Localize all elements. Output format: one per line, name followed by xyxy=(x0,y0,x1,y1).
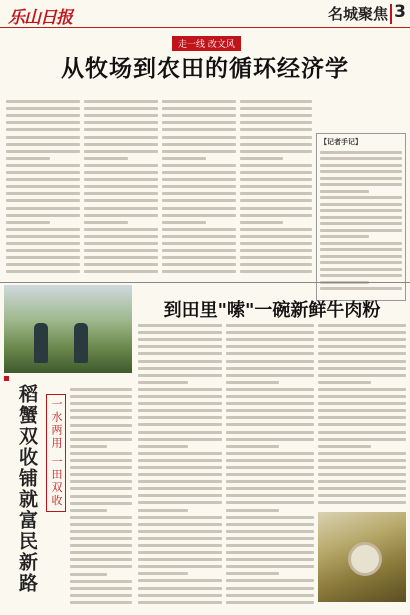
text-line-placeholder xyxy=(240,263,312,266)
text-line-placeholder xyxy=(226,374,314,377)
top-story-kicker: 走一线 改文风 xyxy=(172,36,241,51)
text-line-placeholder xyxy=(226,579,314,582)
text-line-placeholder xyxy=(240,270,312,273)
text-line-placeholder xyxy=(138,438,222,441)
text-line-placeholder xyxy=(226,480,314,483)
text-line-placeholder xyxy=(162,136,236,139)
text-line-placeholder xyxy=(318,445,371,448)
text-line-placeholder xyxy=(240,143,312,146)
text-line-placeholder xyxy=(320,255,402,258)
text-line-placeholder xyxy=(320,268,402,271)
text-line-placeholder xyxy=(70,473,132,476)
text-line-placeholder xyxy=(84,171,158,174)
text-line-placeholder xyxy=(70,509,107,512)
text-line-placeholder xyxy=(162,221,206,224)
text-line-placeholder xyxy=(138,530,222,533)
text-line-placeholder xyxy=(320,164,402,167)
text-line-placeholder xyxy=(138,572,188,575)
text-line-placeholder xyxy=(240,157,283,160)
text-line-placeholder xyxy=(84,228,158,231)
text-line-placeholder xyxy=(320,190,369,193)
text-line-placeholder xyxy=(320,183,402,186)
text-line-placeholder xyxy=(70,587,132,590)
text-line-placeholder xyxy=(84,150,158,153)
text-line-placeholder xyxy=(70,594,132,597)
text-line-placeholder xyxy=(162,256,236,259)
text-line-placeholder xyxy=(226,324,314,327)
text-line-placeholder xyxy=(6,114,80,117)
text-line-placeholder xyxy=(6,256,80,259)
text-line-placeholder xyxy=(318,374,406,377)
text-line-placeholder xyxy=(240,221,283,224)
text-line-placeholder xyxy=(162,242,236,245)
newspaper-logo: 乐山日报 xyxy=(8,8,72,28)
text-line-placeholder xyxy=(6,228,80,231)
text-line-placeholder xyxy=(162,164,236,167)
text-line-placeholder xyxy=(240,199,312,202)
text-line-placeholder xyxy=(226,587,314,590)
top-story-headline: 从牧场到农田的循环经济学 xyxy=(61,56,349,82)
noodle-bowl-figure xyxy=(348,542,382,576)
text-line-placeholder xyxy=(162,143,236,146)
left-story-column-1 xyxy=(70,384,132,608)
text-line-placeholder xyxy=(70,424,132,427)
text-line-placeholder xyxy=(138,537,222,540)
text-line-placeholder xyxy=(70,487,132,490)
text-line-placeholder xyxy=(138,374,222,377)
text-line-placeholder xyxy=(6,221,50,224)
text-line-placeholder xyxy=(162,100,236,103)
text-line-placeholder xyxy=(84,235,158,238)
text-line-placeholder xyxy=(84,185,158,188)
text-line-placeholder xyxy=(226,572,279,575)
text-line-placeholder xyxy=(226,601,314,604)
text-line-placeholder xyxy=(240,249,312,252)
text-line-placeholder xyxy=(162,178,236,181)
text-line-placeholder xyxy=(318,345,406,348)
text-line-placeholder xyxy=(318,416,406,419)
text-line-placeholder xyxy=(6,263,80,266)
text-line-placeholder xyxy=(84,207,158,210)
beef-noodle-photo xyxy=(318,512,406,602)
text-line-placeholder xyxy=(226,381,279,384)
text-line-placeholder xyxy=(226,395,314,398)
text-line-placeholder xyxy=(70,480,132,483)
text-line-placeholder xyxy=(162,150,236,153)
text-line-placeholder xyxy=(70,438,132,441)
text-line-placeholder xyxy=(6,171,80,174)
text-line-placeholder xyxy=(6,178,80,181)
text-line-placeholder xyxy=(6,150,80,153)
text-line-placeholder xyxy=(70,459,132,462)
text-line-placeholder xyxy=(320,229,402,232)
text-line-placeholder xyxy=(162,214,236,217)
text-line-placeholder xyxy=(320,196,402,199)
text-line-placeholder xyxy=(84,157,128,160)
text-line-placeholder xyxy=(70,537,132,540)
bottom-story-column-2 xyxy=(226,320,314,608)
text-line-placeholder xyxy=(318,338,406,341)
text-line-placeholder xyxy=(138,480,222,483)
text-line-placeholder xyxy=(84,214,158,217)
text-line-placeholder xyxy=(318,352,406,355)
text-line-placeholder xyxy=(138,360,222,363)
text-line-placeholder xyxy=(70,409,132,412)
text-line-placeholder xyxy=(240,128,312,131)
text-line-placeholder xyxy=(226,594,314,597)
text-line-placeholder xyxy=(70,416,132,419)
text-line-placeholder xyxy=(84,164,158,167)
text-line-placeholder xyxy=(240,214,312,217)
text-line-placeholder xyxy=(70,544,132,547)
text-line-placeholder xyxy=(138,487,222,490)
text-line-placeholder xyxy=(70,601,132,604)
text-line-placeholder xyxy=(162,185,236,188)
text-line-placeholder xyxy=(6,143,80,146)
text-line-placeholder xyxy=(6,128,80,131)
text-line-placeholder xyxy=(70,445,107,448)
farmer-figure xyxy=(74,323,88,363)
text-line-placeholder xyxy=(6,207,80,210)
text-line-placeholder xyxy=(138,509,188,512)
text-line-placeholder xyxy=(70,565,132,568)
text-line-placeholder xyxy=(138,459,222,462)
farmer-figure xyxy=(34,323,48,363)
text-line-placeholder xyxy=(318,360,406,363)
text-line-placeholder xyxy=(226,409,314,412)
text-line-placeholder xyxy=(138,423,222,426)
text-line-placeholder xyxy=(138,409,222,412)
text-line-placeholder xyxy=(70,502,132,505)
text-line-placeholder xyxy=(138,381,188,384)
text-line-placeholder xyxy=(226,459,314,462)
text-line-placeholder xyxy=(138,402,222,405)
text-line-placeholder xyxy=(162,270,236,273)
left-story-subhead: 一水两用 一田双收 xyxy=(46,394,66,512)
text-line-placeholder xyxy=(226,338,314,341)
text-line-placeholder xyxy=(226,331,314,334)
text-line-placeholder xyxy=(70,495,132,498)
text-line-placeholder xyxy=(162,128,236,131)
text-line-placeholder xyxy=(6,107,80,110)
text-line-placeholder xyxy=(318,494,406,497)
text-line-placeholder xyxy=(84,114,158,117)
top-story-column-2 xyxy=(84,96,158,278)
text-line-placeholder xyxy=(318,480,406,483)
text-line-placeholder xyxy=(240,178,312,181)
text-line-placeholder xyxy=(320,235,369,238)
crab-field-photo xyxy=(4,285,132,373)
text-line-placeholder xyxy=(240,164,312,167)
text-line-placeholder xyxy=(226,367,314,370)
text-line-placeholder xyxy=(70,580,132,583)
text-line-placeholder xyxy=(6,121,80,124)
text-line-placeholder xyxy=(320,177,402,180)
text-line-placeholder xyxy=(138,501,222,504)
text-line-placeholder xyxy=(70,523,132,526)
text-line-placeholder xyxy=(240,207,312,210)
text-line-placeholder xyxy=(226,352,314,355)
text-line-placeholder xyxy=(84,256,158,259)
text-line-placeholder xyxy=(162,192,236,195)
text-line-placeholder xyxy=(240,171,312,174)
text-line-placeholder xyxy=(318,459,406,462)
page-number: 3 xyxy=(394,2,406,22)
text-line-placeholder xyxy=(318,501,406,504)
text-line-placeholder xyxy=(70,530,132,533)
text-line-placeholder xyxy=(84,128,158,131)
text-line-placeholder xyxy=(320,242,402,245)
top-story-column-1 xyxy=(6,96,80,278)
text-line-placeholder xyxy=(318,423,406,426)
text-line-placeholder xyxy=(318,395,406,398)
bottom-story-column-3 xyxy=(318,320,406,508)
text-line-placeholder xyxy=(240,256,312,259)
text-line-placeholder xyxy=(162,107,236,110)
text-line-placeholder xyxy=(84,242,158,245)
text-line-placeholder xyxy=(84,192,158,195)
section-divider xyxy=(0,282,410,283)
text-line-placeholder xyxy=(138,516,222,519)
text-line-placeholder xyxy=(138,352,222,355)
text-line-placeholder xyxy=(138,473,222,476)
text-line-placeholder xyxy=(226,452,314,455)
text-line-placeholder xyxy=(138,367,222,370)
text-line-placeholder xyxy=(320,287,402,290)
text-line-placeholder xyxy=(6,270,80,273)
text-line-placeholder xyxy=(226,523,314,526)
text-line-placeholder xyxy=(138,338,222,341)
text-line-placeholder xyxy=(84,107,158,110)
text-line-placeholder xyxy=(226,466,314,469)
text-line-placeholder xyxy=(320,216,402,219)
text-line-placeholder xyxy=(240,242,312,245)
text-line-placeholder xyxy=(226,565,314,568)
text-line-placeholder xyxy=(138,544,222,547)
text-line-placeholder xyxy=(320,209,402,212)
text-line-placeholder xyxy=(6,214,80,217)
text-line-placeholder xyxy=(138,551,222,554)
page-divider-bar xyxy=(390,4,392,24)
text-line-placeholder xyxy=(138,587,222,590)
text-line-placeholder xyxy=(70,516,132,519)
text-line-placeholder xyxy=(138,324,222,327)
text-line-placeholder xyxy=(240,192,312,195)
text-line-placeholder xyxy=(320,274,402,277)
text-line-placeholder xyxy=(138,431,222,434)
text-line-placeholder xyxy=(318,409,406,412)
text-line-placeholder xyxy=(318,473,406,476)
text-line-placeholder xyxy=(318,438,406,441)
text-line-placeholder xyxy=(226,516,314,519)
text-line-placeholder xyxy=(6,249,80,252)
text-line-placeholder xyxy=(138,416,222,419)
text-line-placeholder xyxy=(226,431,314,434)
text-line-placeholder xyxy=(6,192,80,195)
text-line-placeholder xyxy=(84,249,158,252)
text-line-placeholder xyxy=(6,136,80,139)
text-line-placeholder xyxy=(240,121,312,124)
top-story-column-4 xyxy=(240,96,312,278)
text-line-placeholder xyxy=(138,558,222,561)
text-line-placeholder xyxy=(226,345,314,348)
text-line-placeholder xyxy=(138,466,222,469)
text-line-placeholder xyxy=(226,537,314,540)
text-line-placeholder xyxy=(162,171,236,174)
text-line-placeholder xyxy=(226,509,279,512)
text-line-placeholder xyxy=(226,487,314,490)
text-line-placeholder xyxy=(318,431,406,434)
text-line-placeholder xyxy=(162,263,236,266)
text-line-placeholder xyxy=(84,143,158,146)
text-line-placeholder xyxy=(226,551,314,554)
text-line-placeholder xyxy=(6,185,80,188)
left-story-headline: 稻蟹双收铺就富民新路 xyxy=(16,384,38,594)
reporter-notes-box xyxy=(316,133,406,301)
text-line-placeholder xyxy=(320,248,402,251)
text-line-placeholder xyxy=(138,331,222,334)
text-line-placeholder xyxy=(318,487,406,490)
text-line-placeholder xyxy=(240,136,312,139)
text-line-placeholder xyxy=(320,170,402,173)
text-line-placeholder xyxy=(162,235,236,238)
bottom-story-headline: 到田里"嗦"一碗新鲜牛肉粉 xyxy=(163,300,381,321)
text-line-placeholder xyxy=(226,416,314,419)
text-line-placeholder xyxy=(226,388,314,391)
text-line-placeholder xyxy=(70,388,132,391)
text-line-placeholder xyxy=(162,228,236,231)
caption-marker-icon xyxy=(4,376,9,381)
page-header xyxy=(0,0,410,28)
text-line-placeholder xyxy=(138,565,222,568)
text-line-placeholder xyxy=(240,114,312,117)
text-line-placeholder xyxy=(70,466,132,469)
text-line-placeholder xyxy=(162,249,236,252)
text-line-placeholder xyxy=(162,207,236,210)
text-line-placeholder xyxy=(226,530,314,533)
text-line-placeholder xyxy=(84,221,128,224)
text-line-placeholder xyxy=(318,367,406,370)
text-line-placeholder xyxy=(84,121,158,124)
text-line-placeholder xyxy=(320,151,402,154)
reporter-notes-title: 【记者手记】 xyxy=(320,138,362,146)
text-line-placeholder xyxy=(226,360,314,363)
text-line-placeholder xyxy=(226,501,314,504)
text-line-placeholder xyxy=(318,452,406,455)
text-line-placeholder xyxy=(240,235,312,238)
text-line-placeholder xyxy=(70,402,132,405)
text-line-placeholder xyxy=(84,263,158,266)
text-line-placeholder xyxy=(240,150,312,153)
text-line-placeholder xyxy=(6,157,50,160)
text-line-placeholder xyxy=(6,242,80,245)
text-line-placeholder xyxy=(138,388,222,391)
text-line-placeholder xyxy=(84,178,158,181)
text-line-placeholder xyxy=(84,100,158,103)
text-line-placeholder xyxy=(70,573,107,576)
text-line-placeholder xyxy=(226,544,314,547)
text-line-placeholder xyxy=(240,100,312,103)
text-line-placeholder xyxy=(320,203,402,206)
text-line-placeholder xyxy=(240,228,312,231)
text-line-placeholder xyxy=(138,452,222,455)
text-line-placeholder xyxy=(70,558,132,561)
text-line-placeholder xyxy=(318,402,406,405)
text-line-placeholder xyxy=(138,494,222,497)
text-line-placeholder xyxy=(138,395,222,398)
text-line-placeholder xyxy=(162,157,206,160)
text-line-placeholder xyxy=(318,324,406,327)
text-line-placeholder xyxy=(138,523,222,526)
text-line-placeholder xyxy=(6,164,80,167)
text-line-placeholder xyxy=(226,423,314,426)
text-line-placeholder xyxy=(318,388,406,391)
text-line-placeholder xyxy=(70,452,132,455)
text-line-placeholder xyxy=(226,494,314,497)
text-line-placeholder xyxy=(318,466,406,469)
crab-photo-caption xyxy=(4,376,132,383)
text-line-placeholder xyxy=(226,438,314,441)
text-line-placeholder xyxy=(240,107,312,110)
text-line-placeholder xyxy=(138,445,188,448)
text-line-placeholder xyxy=(226,402,314,405)
text-line-placeholder xyxy=(70,551,132,554)
text-line-placeholder xyxy=(318,381,371,384)
section-title: 名城聚焦 xyxy=(327,5,388,23)
text-line-placeholder xyxy=(240,185,312,188)
text-line-placeholder xyxy=(138,579,222,582)
text-line-placeholder xyxy=(6,199,80,202)
bottom-story-column-1 xyxy=(138,320,222,608)
text-line-placeholder xyxy=(138,345,222,348)
reporter-notes-body xyxy=(320,151,402,291)
top-story-column-3 xyxy=(162,96,236,278)
text-line-placeholder xyxy=(318,331,406,334)
text-line-placeholder xyxy=(162,199,236,202)
text-line-placeholder xyxy=(84,270,158,273)
text-line-placeholder xyxy=(162,121,236,124)
text-line-placeholder xyxy=(226,445,279,448)
text-line-placeholder xyxy=(70,431,132,434)
text-line-placeholder xyxy=(226,558,314,561)
text-line-placeholder xyxy=(138,601,222,604)
text-line-placeholder xyxy=(138,594,222,597)
text-line-placeholder xyxy=(320,222,402,225)
text-line-placeholder xyxy=(70,395,132,398)
text-line-placeholder xyxy=(320,157,402,160)
text-line-placeholder xyxy=(84,199,158,202)
text-line-placeholder xyxy=(6,100,80,103)
text-line-placeholder xyxy=(6,235,80,238)
text-line-placeholder xyxy=(320,261,402,264)
text-line-placeholder xyxy=(226,473,314,476)
text-line-placeholder xyxy=(162,114,236,117)
text-line-placeholder xyxy=(84,136,158,139)
